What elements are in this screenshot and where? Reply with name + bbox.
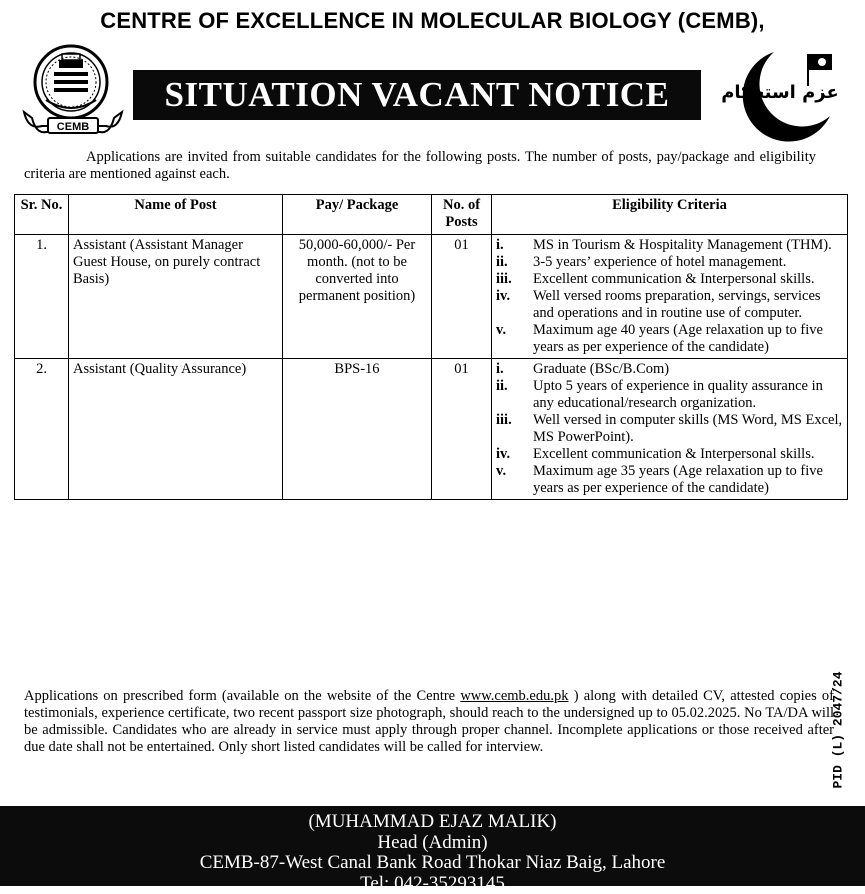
criteria-text: Maximum age 35 years (Age relaxation up to five years as per experience of the candidate) (533, 463, 843, 497)
header-no-of-posts: No. of Posts (432, 195, 492, 235)
post-name: Assistant (Quality Assurance) (69, 359, 283, 500)
post-name: Assistant (Assistant Manager Guest House, on purely contract Basis) (69, 235, 283, 359)
criteria-number: i. (496, 237, 533, 254)
azm-e-istehkam-logo (712, 46, 842, 142)
criteria-number: i. (496, 361, 533, 378)
eligibility-criteria (492, 359, 848, 500)
cemb-logo (18, 42, 128, 142)
eligibility-criteria (492, 235, 848, 359)
application-text-after-link: ) along with detailed CV, attested copies of testimonials, experience certificate, two recent passport size photograph, should reach to the undersigned up to 05.02.2025. No TA/DA will be admissible. Candidates who are already in service must apply through proper channel. Incomplete applications or those received after due date shall not be entertained. Only short listed candidates will be called for interview. (24, 688, 834, 755)
azm-logo-text: عزم استحکام (721, 82, 839, 103)
criteria-item (496, 288, 843, 322)
criteria-text: Upto 5 years of experience in quality assurance in any educational/research organization. (533, 378, 843, 412)
office-address: CEMB-87-West Canal Bank Road Thokar Niaz Baig, Lahore (0, 853, 865, 874)
criteria-number: iv. (496, 446, 533, 463)
criteria-number: iii. (496, 271, 533, 288)
criteria-number: iii. (496, 412, 533, 446)
notice-banner: SITUATION VACANT NOTICE (133, 70, 701, 120)
sr-no: 1. (15, 235, 69, 359)
criteria-item (496, 254, 843, 271)
no-of-posts: 01 (432, 359, 492, 500)
telephone: Tel: 042-35293145 (0, 874, 865, 894)
criteria-item (496, 378, 843, 412)
table-row (15, 359, 848, 500)
header-name-of-post: Name of Post (69, 195, 283, 235)
header-pay-package: Pay/ Package (283, 195, 432, 235)
sr-no: 2. (15, 359, 69, 500)
application-text-before-link: Applications on prescribed form (available on the website of the Centre (24, 688, 455, 704)
criteria-item (496, 361, 843, 378)
signature-footer (0, 806, 865, 886)
header-sr-no: Sr. No. (15, 195, 69, 235)
criteria-number: v. (496, 322, 533, 356)
criteria-text: Maximum age 40 years (Age relaxation up to five years as per experience of the candidate) (533, 322, 843, 356)
table-header-row (15, 195, 848, 235)
criteria-number: ii. (496, 254, 533, 271)
criteria-item (496, 463, 843, 497)
criteria-item (496, 412, 843, 446)
website-link[interactable]: www.cemb.edu.pk (460, 688, 568, 704)
criteria-item (496, 237, 843, 254)
criteria-item (496, 446, 843, 463)
criteria-text: Excellent communication & Interpersonal skills. (533, 271, 843, 288)
table-row (15, 235, 848, 359)
criteria-item (496, 322, 843, 356)
criteria-item (496, 271, 843, 288)
intro-paragraph: Applications are invited from suitable candidates for the following posts. The number of posts, pay/package and eligibility criteria are mentioned against each. (24, 149, 816, 183)
criteria-text: Well versed in computer skills (MS Word, MS Excel, MS PowerPoint). (533, 412, 843, 446)
cemb-logo-text: CEMB (57, 121, 89, 133)
criteria-text: 3-5 years’ experience of hotel management. (533, 254, 843, 271)
criteria-text: MS in Tourism & Hospitality Management (THM). (533, 237, 843, 254)
pid-text: PID (L) 2047/24 (831, 671, 846, 788)
header-eligibility-criteria: Eligibility Criteria (492, 195, 848, 235)
criteria-text: Graduate (BSc/B.Com) (533, 361, 843, 378)
pay-package: BPS-16 (283, 359, 432, 500)
posts-table (14, 194, 848, 500)
criteria-number: iv. (496, 288, 533, 322)
criteria-text: Excellent communication & Interpersonal skills. (533, 446, 843, 463)
application-instructions (24, 688, 834, 756)
criteria-text: Well versed rooms preparation, servings, services and operations and in routine use of computer. (533, 288, 843, 322)
criteria-number: v. (496, 463, 533, 497)
page-title: CENTRE OF EXCELLENCE IN MOLECULAR BIOLOGY (CEMB), (0, 8, 865, 34)
no-of-posts: 01 (432, 235, 492, 359)
pay-package: 50,000-60,000/- Per month. (not to be converted into permanent position) (283, 235, 432, 359)
signatory-designation: Head (Admin) (0, 833, 865, 854)
signatory-name: (MUHAMMAD EJAZ MALIK) (0, 812, 865, 833)
criteria-number: ii. (496, 378, 533, 412)
